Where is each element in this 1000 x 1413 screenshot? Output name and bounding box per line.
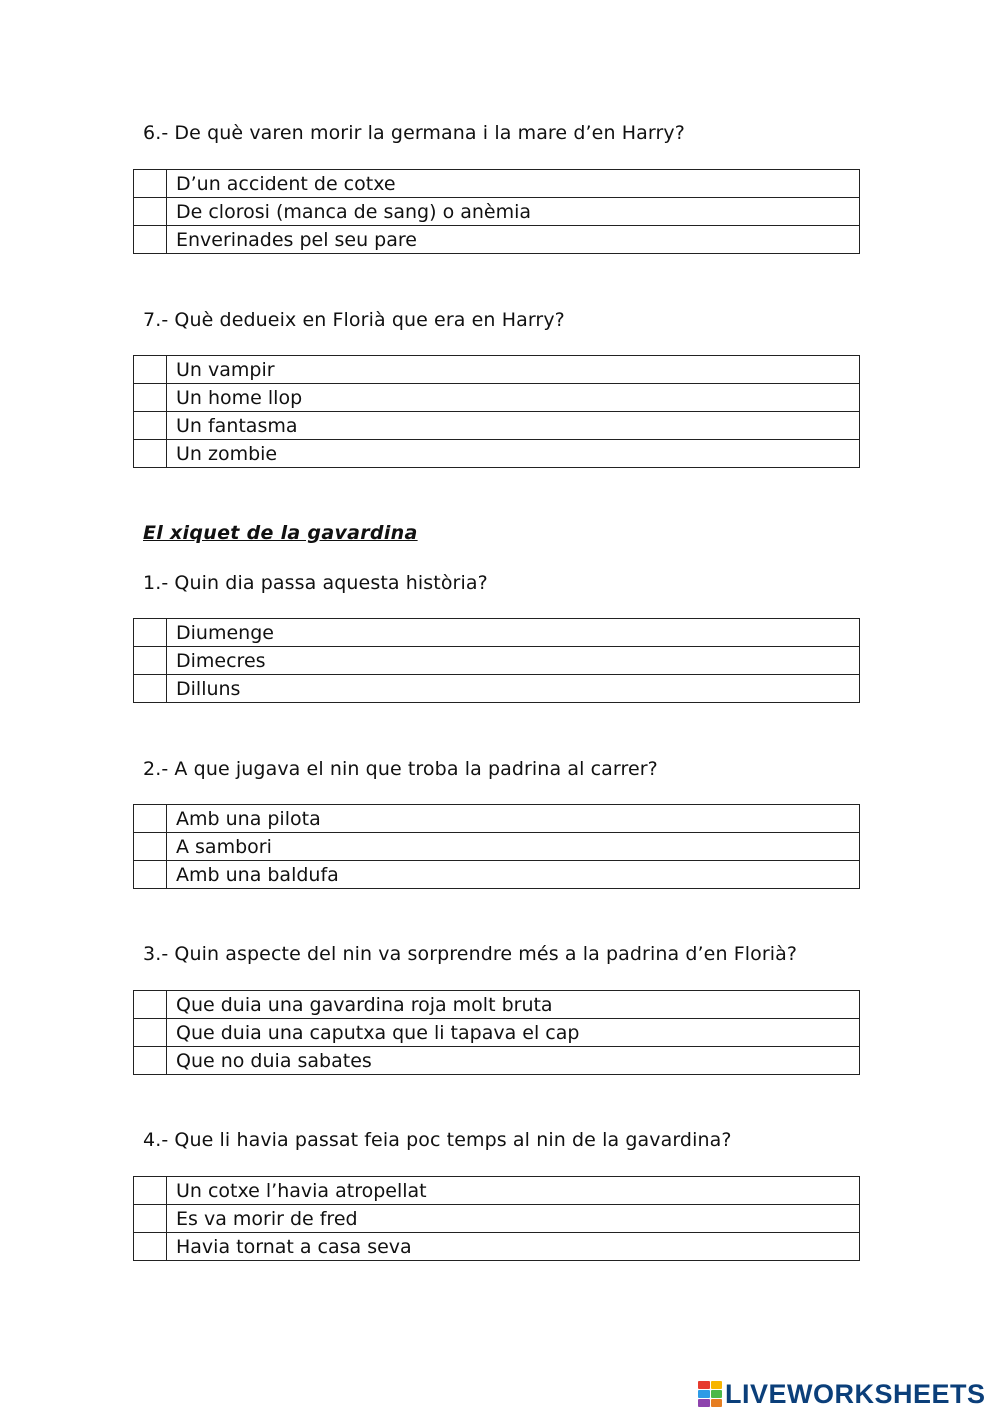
option-row: [134, 1205, 860, 1233]
logo-text: LIVEWORKSHEETS: [725, 1378, 986, 1409]
liveworksheets-logo: [698, 1378, 986, 1410]
section-question-1-text: 1.- Quin dia passa aquesta història?: [143, 572, 488, 594]
option-label: Un cotxe l’havia atropellat: [167, 1177, 860, 1205]
answer-checkbox[interactable]: [134, 1047, 167, 1075]
answer-checkbox[interactable]: [134, 356, 167, 384]
option-row: [134, 170, 860, 198]
answer-checkbox[interactable]: [134, 675, 167, 703]
option-label: Enverinades pel seu pare: [167, 226, 860, 254]
option-label: Es va morir de fred: [167, 1205, 860, 1233]
option-label: Que no duia sabates: [167, 1047, 860, 1075]
section-title: El xiquet de la gavardina: [143, 522, 418, 544]
answer-checkbox[interactable]: [134, 1177, 167, 1205]
answer-checkbox[interactable]: [134, 1205, 167, 1233]
option-row: [134, 675, 860, 703]
option-label: Un fantasma: [167, 412, 860, 440]
option-label: Un zombie: [167, 440, 860, 468]
answer-checkbox[interactable]: [134, 991, 167, 1019]
question-7-text: 7.- Què dedueix en Florià que era en Harry?: [143, 309, 565, 331]
question-6-text: 6.- De què varen morir la germana i la mare d’en Harry?: [143, 122, 685, 144]
option-row: [134, 1177, 860, 1205]
liveworksheets-logo-icon: [698, 1381, 722, 1407]
answer-checkbox[interactable]: [134, 412, 167, 440]
option-label: Dimecres: [167, 647, 860, 675]
option-label: A sambori: [167, 833, 860, 861]
answer-checkbox[interactable]: [134, 805, 167, 833]
option-label: Amb una pilota: [167, 805, 860, 833]
option-row: [134, 356, 860, 384]
option-row: [134, 440, 860, 468]
answer-checkbox[interactable]: [134, 1233, 167, 1261]
option-label: Amb una baldufa: [167, 861, 860, 889]
answer-checkbox[interactable]: [134, 1019, 167, 1047]
answer-checkbox[interactable]: [134, 226, 167, 254]
option-row: [134, 647, 860, 675]
answer-checkbox[interactable]: [134, 619, 167, 647]
option-row: [134, 412, 860, 440]
option-row: [134, 198, 860, 226]
answer-checkbox[interactable]: [134, 861, 167, 889]
section-question-2-text: 2.- A que jugava el nin que troba la padrina al carrer?: [143, 758, 658, 780]
option-row: [134, 226, 860, 254]
section-question-4-text: 4.- Que li havia passat feia poc temps al nin de la gavardina?: [143, 1129, 732, 1151]
option-label: Un vampir: [167, 356, 860, 384]
option-row: [134, 1019, 860, 1047]
option-label: Diumenge: [167, 619, 860, 647]
option-row: [134, 991, 860, 1019]
answer-checkbox[interactable]: [134, 647, 167, 675]
option-row: [134, 833, 860, 861]
option-row: [134, 805, 860, 833]
option-row: [134, 619, 860, 647]
section-question-3-text: 3.- Quin aspecte del nin va sorprendre més a la padrina d’en Florià?: [143, 943, 798, 965]
option-row: [134, 861, 860, 889]
answer-checkbox[interactable]: [134, 384, 167, 412]
option-row: [134, 1047, 860, 1075]
option-label: Dilluns: [167, 675, 860, 703]
option-row: [134, 384, 860, 412]
option-label: Que duia una caputxa que li tapava el cap: [167, 1019, 860, 1047]
section-question-1-options: [133, 618, 860, 703]
answer-checkbox[interactable]: [134, 198, 167, 226]
answer-checkbox[interactable]: [134, 833, 167, 861]
option-label: D’un accident de cotxe: [167, 170, 860, 198]
section-question-2-options: [133, 804, 860, 889]
section-question-4-options: [133, 1176, 860, 1261]
answer-checkbox[interactable]: [134, 170, 167, 198]
answer-checkbox[interactable]: [134, 440, 167, 468]
option-label: De clorosi (manca de sang) o anèmia: [167, 198, 860, 226]
option-label: Un home llop: [167, 384, 860, 412]
option-row: [134, 1233, 860, 1261]
question-7-options: [133, 355, 860, 468]
option-label: Que duia una gavardina roja molt bruta: [167, 991, 860, 1019]
section-question-3-options: [133, 990, 860, 1075]
question-6-options: [133, 169, 860, 254]
option-label: Havia tornat a casa seva: [167, 1233, 860, 1261]
